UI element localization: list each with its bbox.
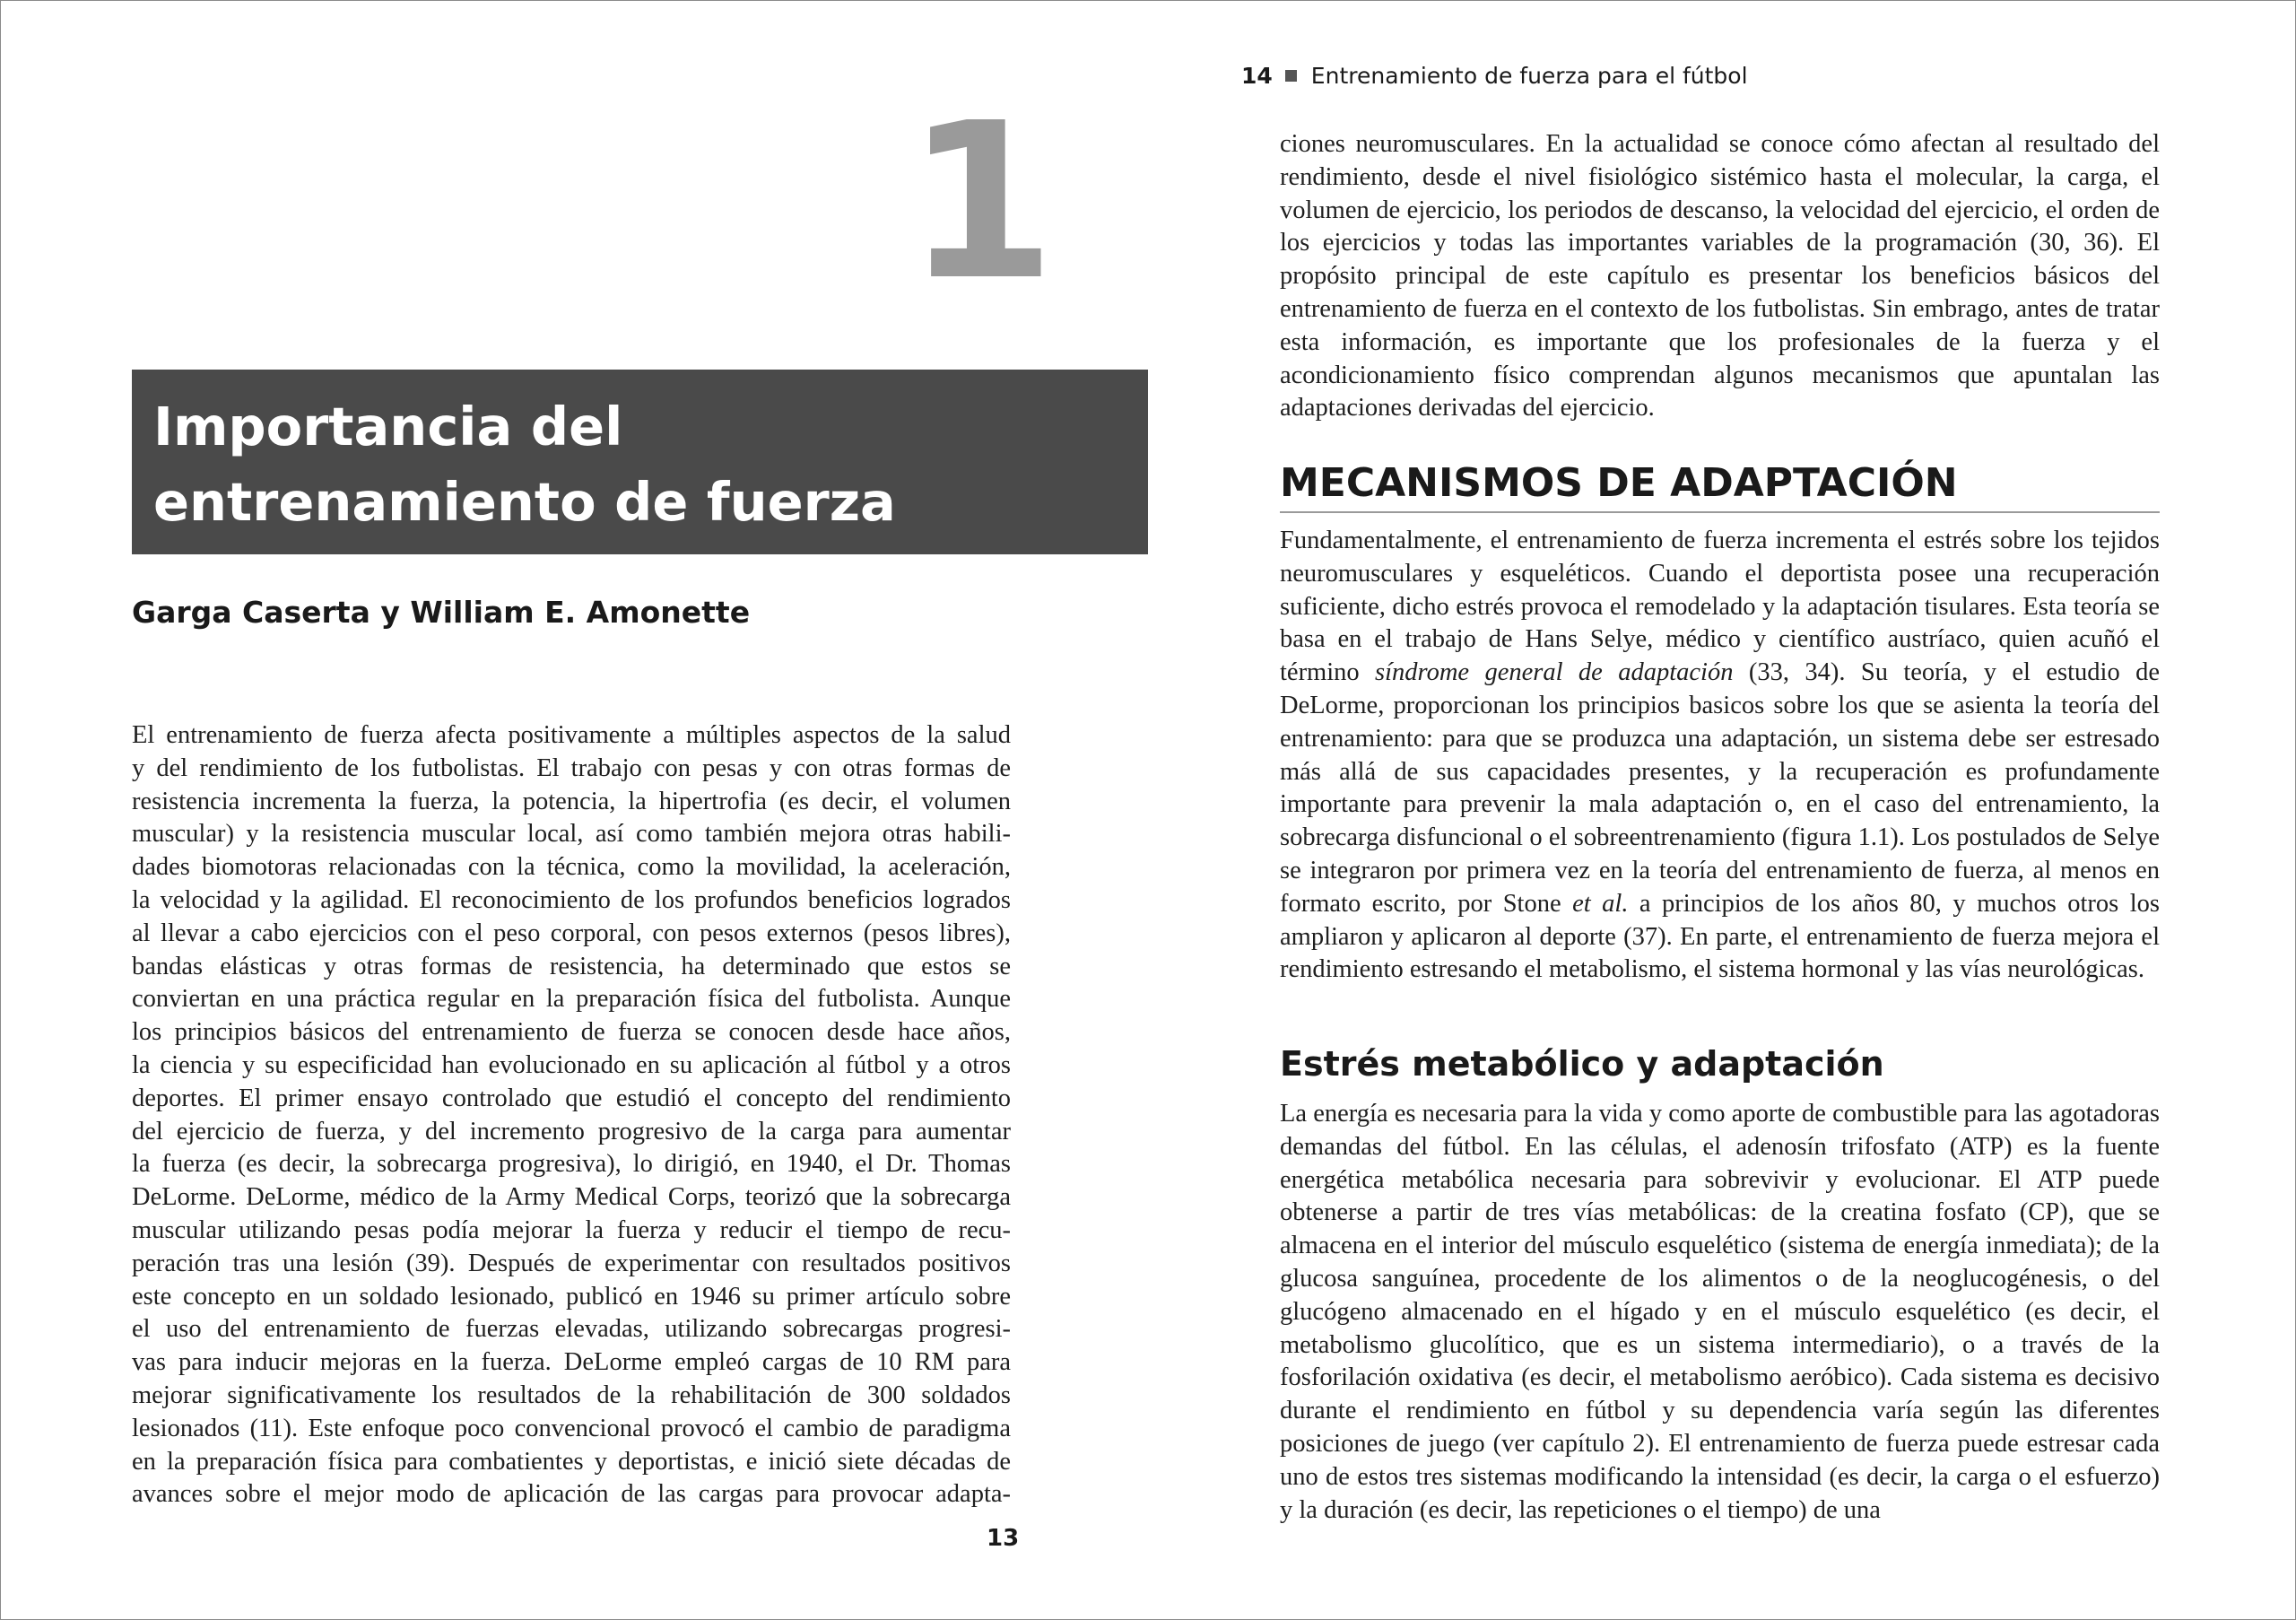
text-line: lesionados (11). Este enfoque poco convencional provocó el cambio de paradigma bbox=[132, 1414, 1011, 1442]
text-line: la fuerza (es decir, la sobrecarga progresiva), lo dirigió, en 1940, el Dr. Thomas bbox=[132, 1150, 1011, 1179]
text-line: peración tras una lesión (39). Después de experimentar con resultados positivos bbox=[132, 1249, 1011, 1277]
text-line: la velocidad y la agilidad. El reconocimiento de los profundos beneficios logrados bbox=[132, 885, 1011, 914]
running-head bbox=[1241, 63, 1748, 89]
text-line: bandas elásticas y otras formas de resistencia, ha determinado que estos se bbox=[132, 952, 1011, 980]
text-line: vas para inducir mejoras en la fuerza. DeLorme empleó cargas de 10 RM para bbox=[132, 1348, 1011, 1377]
text-line: deportes. El primer ensayo controlado que estudió el concepto del rendimiento bbox=[132, 1084, 1011, 1112]
chapter-title-line1: Importancia del bbox=[153, 396, 623, 457]
subsection-heading: Estrés metabólico y adaptación bbox=[1280, 1044, 1884, 1084]
paragraph bbox=[1280, 525, 2160, 987]
paragraph-text: (33, 34). Su teoría, y el estudio de DeLorme, proporcionan los principios basicos sobre los que se asienta la teoría del entrenamiento: para que se produzca una adaptación, un sistema debe ser estresado más allá de sus capacidades presentes, y la recuperación es profundamente importante para prevenir la mala adaptación o, en el caso del entrenamiento, la sobrecarga disfuncional o el sobreentrenamiento (figura 1.1). Los postulados de Selye se integraron por primera vez en la teoría del entrenamiento de fuerza, al menos en formato escrito, por Stone bbox=[1280, 658, 2160, 918]
text-line: y del rendimiento de los futbolistas. El trabajo con pesas y con otras formas de bbox=[132, 753, 1011, 782]
paragraph-text: Fundamentalmente, el entrenamiento de fuerza incrementa el estrés sobre los tejidos neuromusculares y esqueléticos. Cuando el deportista posee una recuperación suficiente, dicho estrés provoca el remodelado y la adaptación tisulares. Esta teoría se basa en el trabajo de Hans Selye, médico y científico austríaco, quien acuñó el término bbox=[1280, 527, 2160, 687]
text-line: en la preparación física para combatientes y deportistas, e inició siete décadas de bbox=[132, 1447, 1011, 1476]
text-line: muscular) y la resistencia muscular local, así como también mejora otras habili- bbox=[132, 820, 1011, 849]
text-line: mejorar significativamente los resultados de la rehabilitación de 300 soldados bbox=[132, 1380, 1011, 1409]
paragraph-text: a principios de los años 80, y muchos otros los ampliaron y aplicaron al deporte (37). En parte, el entrenamiento de fuerza mejora el rendimiento estresando el metabolismo, el sistema hormonal y las vías neurológicas. bbox=[1280, 889, 2160, 984]
section-heading: MECANISMOS DE ADAPTACIÓN bbox=[1280, 456, 2160, 513]
running-head-title: Entrenamiento de fuerza para el fútbol bbox=[1310, 63, 1748, 89]
text-line: muscular utilizando pesas podía mejorar la fuerza y reducir el tiempo de recu- bbox=[132, 1215, 1011, 1244]
text-line: dades biomotoras relacionadas con la técnica, como la movilidad, la aceleración, bbox=[132, 853, 1011, 882]
text-line: resistencia incrementa la fuerza, la potencia, la hipertrofia (es decir, el volumen bbox=[132, 787, 1011, 815]
right-paragraph-1 bbox=[1280, 128, 2160, 425]
text-line: DeLorme. DeLorme, médico de la Army Medical Corps, teorizó que la sobrecarga bbox=[132, 1183, 1011, 1212]
right-paragraph-3 bbox=[1280, 1098, 2160, 1527]
text-line: avances sobre el mejor modo de aplicación de las cargas para provocar adapta- bbox=[132, 1480, 1011, 1509]
text-line: del ejercicio de fuerza, y del incremento progresivo de la carga para aumentar bbox=[132, 1117, 1011, 1145]
chapter-authors: Garga Caserta y William E. Amonette bbox=[132, 595, 751, 630]
text-line: El entrenamiento de fuerza afecta positivamente a múltiples aspectos de la salud bbox=[132, 721, 1011, 749]
text-line: conviertan en una práctica regular en la preparación física del futbolista. Aunque bbox=[132, 985, 1011, 1014]
text-line: al llevar a cabo ejercicios con el peso corporal, con pesos externos (pesos libres), bbox=[132, 919, 1011, 947]
text-line: la ciencia y su especificidad han evolucionado en su aplicación al fútbol y a otros bbox=[132, 1050, 1011, 1079]
text-line: este concepto en un soldado lesionado, publicó en 1946 su primer artículo sobre bbox=[132, 1282, 1011, 1311]
paragraph: ciones neuromusculares. En la actualidad se conoce cómo afectan al resultado del rendimiento, desde el nivel fisiológico sistémico hasta el molecular, la carga, el volumen de ejercicio, los periodos de descanso, la velocidad del ejercicio, el orden de los ejercicios y todas las importantes variables de la programación (30, 36). El propósito principal de este capítulo es presentar los beneficios básicos del entrenamiento de fuerza en el contexto de los futbolistas. Sin embrago, antes de tratar esta información, es importante que los profesionales de la fuerza y el acondicionamiento físico comprendan algunos mecanismos que apuntalan las adaptaciones derivadas del ejercicio. bbox=[1280, 130, 2160, 422]
page-number: 13 bbox=[987, 1525, 1020, 1552]
right-paragraph-2 bbox=[1280, 525, 2160, 987]
text-line: el uso del entrenamiento de fuerzas elevadas, utilizando sobrecargas progresi- bbox=[132, 1315, 1011, 1344]
square-bullet-icon bbox=[1285, 70, 1297, 82]
italic-term: et al. bbox=[1572, 889, 1629, 918]
chapter-title-box bbox=[132, 370, 1148, 554]
chapter-number: 1 bbox=[906, 76, 1056, 327]
text-line: los principios básicos del entrenamiento de fuerza se conocen desde hace años, bbox=[132, 1018, 1011, 1047]
running-head-number: 14 bbox=[1241, 63, 1273, 89]
paragraph: La energía es necesaria para la vida y como aporte de combustible para las agotadoras demandas del fútbol. En las células, el adenosín trifosfato (ATP) es la fuente energética metabólica necesaria para sobrevivir y evolucionar. El ATP puede obtenerse a partir de tres vías metabólicas: de la creatina fosfato (CP), que se almacena en el interior del músculo esquelético (sistema de energía inmediata); de la glucosa sanguínea, procedente de los alimentos o de la neoglucogénesis, o del glucógeno almacenado en el hígado y en el músculo esquelético (es decir, el metabolismo glucolítico, que es un sistema intermediario), o a través de la fosforilación oxidativa (es decir, el metabolismo aeróbico). Cada sistema es decisivo durante el rendimiento en fútbol y su dependencia varía según las diferentes posiciones de juego (ver capítulo 2). El entrenamiento de fuerza puede estresar cada uno de estos tres sistemas modificando la intensidad (es decir, la carga o el esfuerzo) y la duración (es decir, las repeticiones o el tiempo) de una bbox=[1280, 1100, 2160, 1524]
chapter-title-line2: entrenamiento de fuerza bbox=[153, 471, 896, 533]
italic-term: síndrome general de adaptación bbox=[1375, 658, 1734, 687]
left-body-text bbox=[132, 719, 1011, 1511]
